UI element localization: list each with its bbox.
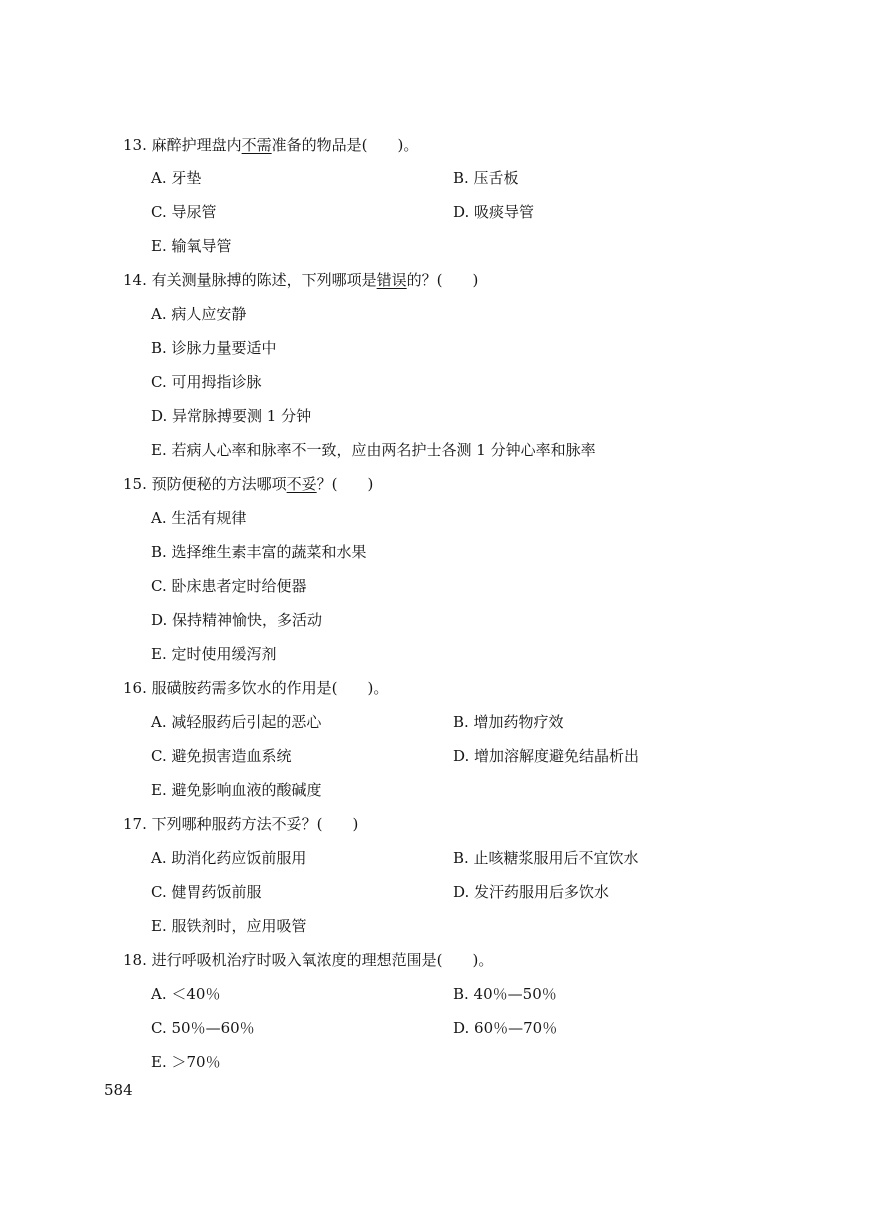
question-15-option-a: A. 生活有规律: [151, 509, 247, 527]
question-15-option-d: D. 保持精神愉快，多活动: [151, 611, 323, 629]
question-18-option-a: A. ＜40％: [151, 985, 221, 1003]
question-17-option-b: B. 止咳糖浆服用后不宜饮水: [453, 849, 639, 867]
question-13-emphasis: 不需: [241, 136, 272, 154]
question-14-option-b: B. 诊脉力量要适中: [151, 339, 277, 357]
question-17-option-a: A. 助消化药应饭前服用: [151, 849, 307, 867]
question-15-stem: [123, 474, 373, 494]
question-15-option-b: B. 选择维生素丰富的蔬菜和水果: [151, 543, 367, 561]
question-14-option-a: A. 病人应安静: [151, 305, 247, 323]
question-17-stem: 17. 下列哪种服药方法不妥？( ): [123, 815, 359, 833]
question-18-option-c: C. 50％—60％: [151, 1019, 255, 1037]
question-13-option-d: D. 吸痰导管: [453, 203, 535, 221]
question-15-stem-text: 15. 预防便秘的方法哪项: [123, 475, 287, 493]
question-17-option-e: E. 服铁剂时，应用吸管: [151, 917, 307, 935]
question-18-stem: 18. 进行呼吸机治疗时吸入氧浓度的理想范围是( )。: [123, 951, 494, 969]
question-13-option-c: C. 导尿管: [151, 203, 217, 221]
question-16-stem: 16. 服磺胺药需多饮水的作用是( )。: [123, 679, 389, 697]
question-18-option-e: E. ＞70％: [151, 1053, 221, 1071]
question-13-option-a: A. 牙垫: [151, 169, 202, 187]
question-17-option-c: C. 健胃药饭前服: [151, 883, 262, 901]
question-15-emphasis: 不妥: [286, 475, 317, 493]
question-14-option-d: D. 异常脉搏要测 1 分钟: [151, 407, 312, 425]
question-16-option-e: E. 避免影响血液的酸碱度: [151, 781, 322, 799]
question-14-emphasis: 错误: [376, 271, 407, 289]
question-13-stem-text: 13. 麻醉护理盘内: [123, 136, 242, 154]
question-13-option-b: B. 压舌板: [453, 169, 519, 187]
question-17-option-d: D. 发汗药服用后多饮水: [453, 883, 610, 901]
question-13-stem: [123, 135, 418, 155]
question-16-option-c: C. 避免损害造血系统: [151, 747, 292, 765]
question-16-option-d: D. 增加溶解度避免结晶析出: [453, 747, 640, 765]
question-13-option-e: E. 输氧导管: [151, 237, 232, 255]
page-number: 584: [104, 1081, 133, 1099]
question-13-stem-text-end: 准备的物品是( )。: [271, 136, 419, 154]
question-18-option-d: D. 60％—70％: [453, 1019, 558, 1037]
question-16-option-b: B. 增加药物疗效: [453, 713, 564, 731]
question-18-option-b: B. 40％—50％: [453, 985, 557, 1003]
question-14-stem: [123, 270, 478, 290]
question-14-option-e: E. 若病人心率和脉率不一致，应由两名护士各测 1 分钟心率和脉率: [151, 441, 596, 459]
question-14-stem-text: 14. 有关测量脉搏的陈述，下列哪项是: [123, 271, 377, 289]
question-15-stem-text-end: ？( ): [316, 475, 374, 493]
question-14-stem-text-end: 的？( ): [406, 271, 479, 289]
question-15-option-c: C. 卧床患者定时给便器: [151, 577, 307, 595]
question-16-option-a: A. 减轻服药后引起的恶心: [151, 713, 322, 731]
question-14-option-c: C. 可用拇指诊脉: [151, 373, 262, 391]
question-15-option-e: E. 定时使用缓泻剂: [151, 645, 277, 663]
